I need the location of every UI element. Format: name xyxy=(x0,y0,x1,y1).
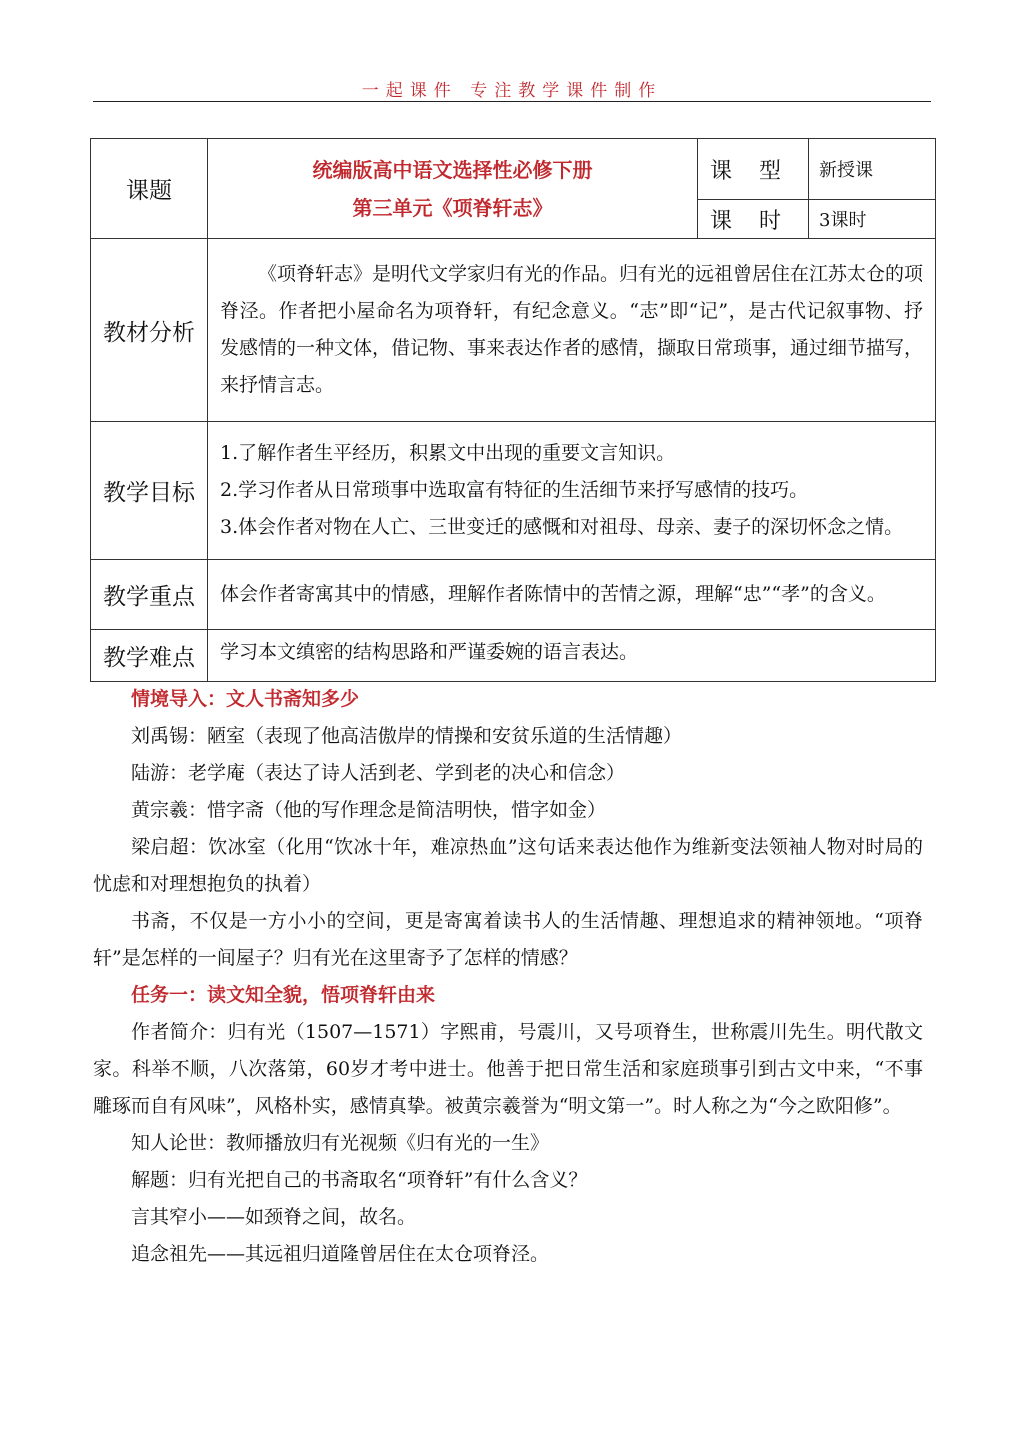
paragraph: 梁启超：饮冰室（化用“饮冰十年，难凉热血”这句话来表达他作为维新变法领袖人物对时局的忧虑和对理想抱负的执着） xyxy=(93,836,923,895)
lesson-type-label: 课 型 xyxy=(698,139,809,200)
topic-label: 课题 xyxy=(91,139,208,239)
goals-list xyxy=(208,422,936,560)
goal-item: 1.了解作者生平经历，积累文中出现的重要文言知识。 xyxy=(220,442,676,464)
analysis-text: 《项脊轩志》是明代文学家归有光的作品。归有光的远祖曾居住在江苏太仓的项脊泾。作者把小屋命名为项脊轩，有纪念意义。“志”即“记”，是古代记叙事物、抒发感情的一种文体，借记物、事来表达作者的感情，撷取日常琐事，通过细节描写，来抒情言志。 xyxy=(208,239,936,422)
paragraph: 作者简介：归有光（1507—1571）字熙甫，号震川，又号项脊生，世称震川先生。明代散文家。科举不顺，八次落第，60岁才考中进士。他善于把日常生活和家庭琐事引到古文中来，“不事雕琢而自有风味”，风格朴实，感情真挚。被黄宗羲誉为“明文第一”。时人称之为“今之欧阳修”。 xyxy=(93,1021,923,1117)
lesson-body xyxy=(93,681,923,1273)
lesson-hours-label: 课 时 xyxy=(698,200,809,239)
lesson-title xyxy=(208,139,698,239)
page-header: 一起课件 专注教学课件制作 xyxy=(361,81,663,101)
section-heading-task1: 任务一：读文知全貌，悟项脊轩由来 xyxy=(131,984,436,1006)
key-point-label: 教学重点 xyxy=(91,560,208,630)
lesson-plan-table xyxy=(90,138,936,682)
paragraph: 解题：归有光把自己的书斋取名“项脊轩”有什么含义？ xyxy=(131,1169,588,1191)
difficulty-text: 学习本文缜密的结构思路和严谨委婉的语言表达。 xyxy=(208,630,936,682)
paragraph: 陆游：老学庵（表达了诗人活到老、学到老的决心和信念） xyxy=(131,762,626,784)
lesson-title-line2: 第三单元《项脊轩志》 xyxy=(352,195,553,220)
paragraph: 刘禹锡：陋室（表现了他高洁傲岸的情操和安贫乐道的生活情趣） xyxy=(131,725,683,747)
key-point-text: 体会作者寄寓其中的情感，理解作者陈情中的苦情之源，理解“忠”“孝”的含义。 xyxy=(208,560,936,630)
goal-item: 2.学习作者从日常琐事中选取富有特征的生活细节来抒写感情的技巧。 xyxy=(220,479,809,501)
header-rule xyxy=(93,101,931,102)
paragraph: 追念祖先——其远祖归道隆曾居住在太仓项脊泾。 xyxy=(131,1243,550,1265)
goals-label: 教学目标 xyxy=(91,422,208,560)
analysis-label: 教材分析 xyxy=(91,239,208,422)
paragraph: 言其窄小——如颈脊之间，故名。 xyxy=(131,1206,417,1228)
lesson-hours-value: 3课时 xyxy=(809,200,936,239)
paragraph: 黄宗羲：惜字斋（他的写作理念是简洁明快，惜字如金） xyxy=(131,799,607,821)
section-heading-intro: 情境导入：文人书斋知多少 xyxy=(131,688,360,710)
goal-item: 3.体会作者对物在人亡、三世变迁的感慨和对祖母、母亲、妻子的深切怀念之情。 xyxy=(220,516,904,538)
paragraph: 知人论世：教师播放归有光视频《归有光的一生》 xyxy=(131,1132,550,1154)
paragraph: 书斋，不仅是一方小小的空间，更是寄寓着读书人的生活情趣、理想追求的精神领地。“项脊轩”是怎样的一间屋子？归有光在这里寄予了怎样的情感？ xyxy=(93,910,923,969)
difficulty-label: 教学难点 xyxy=(91,630,208,682)
lesson-title-line1: 统编版高中语文选择性必修下册 xyxy=(312,157,593,182)
lesson-type-value: 新授课 xyxy=(809,139,936,200)
